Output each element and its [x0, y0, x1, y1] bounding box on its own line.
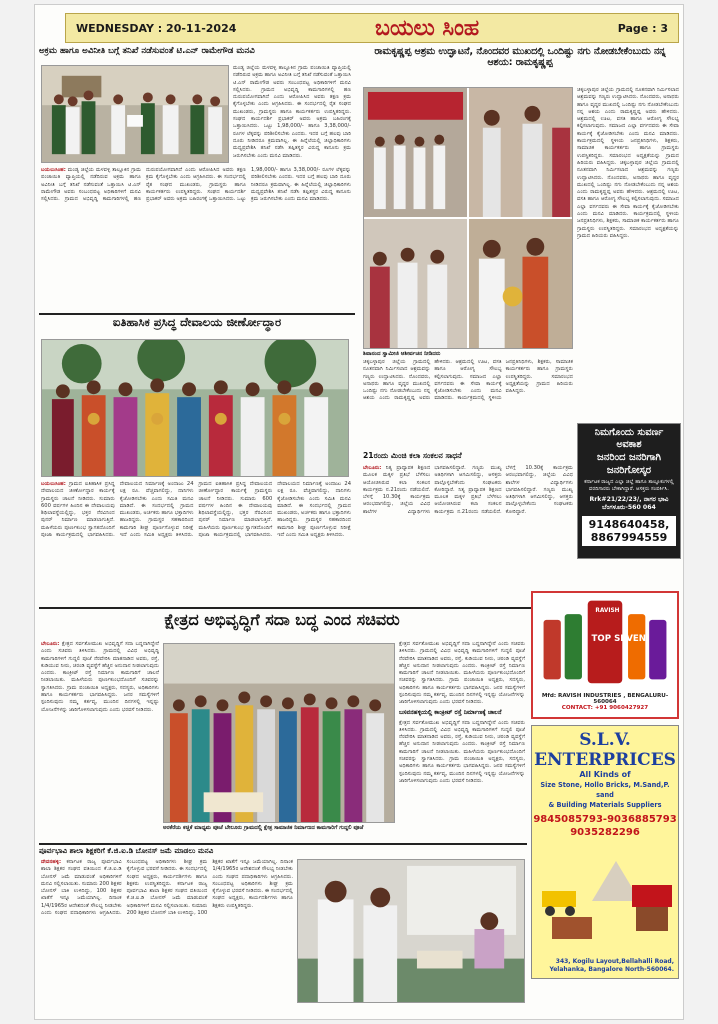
- ad-slv-phone2: 9035282296: [570, 827, 640, 838]
- article5-body-right: [399, 641, 525, 841]
- ad-slv-addr2: Yelahanka, Bangalore North-560064.: [549, 966, 674, 973]
- article2-body-text-cont: ಗ್ರಾಮದ ಐತಿಹಾಸಿಕ ಪ್ರಸಿದ್ಧ ದೇವಾಲಯದ ಜೀರ್ಣೋದ್ಧಾರ ಕಾರ್ಯಕ್ಕೆ ಗ್ರಾಮಸ್ಥರು ಚಾಲನೆ ನೀಡಿದರು. ಸುಮಾರು 600 ವರ್ಷಗಳ ಹಿಂದಿನ ಈ ದೇವಾಲಯವು ಶಿಥಿಲಾವಸ್ಥೆಯಲ್ಲಿದ್ದು, ಭಕ್ತರ ನೆರವಿನಿಂದ ಪುನರ್ ನಿರ್ಮಾಣ ಮಾಡಲಾಗುತ್ತಿದೆ. ಮಹಿಳೆಯರು ಪೂರ್ಣಕುಂಭ ಸ್ವಾಗತದೊಂದಿಗೆ ಪೂಜಾ ಕಾರ್ಯಕ್ರಮದಲ್ಲಿ ಭಾಗವಹಿಸಿದರು. ದೇವಾಲಯದ ನಿರ್ಮಾಣಕ್ಕೆ ಅಂದಾಜು 24 ಲಕ್ಷ ರೂ. ವೆಚ್ಚವಾಗಲಿದ್ದು, ದಾನಿಗಳು ಕೈಜೋಡಿಸಬೇಕು ಎಂದು ಸಮಿತಿ ಮನವಿ ಮಾಡಿದೆ. ಈ ಸಂದರ್ಭದಲ್ಲಿ ಗ್ರಾಮದ ಮುಖಂಡರು, ಅರ್ಚಕರು ಹಾಗೂ ಭಕ್ತಾದಿಗಳು ಹಾಜರಿದ್ದರು. ಗ್ರಾಮಸ್ಥರ ಸಹಕಾರದಿಂದ ಕಾಮಗಾರಿ ಶೀಘ್ರ ಪೂರ್ಣಗೊಳ್ಳುವ ನಿರೀಕ್ಷೆ ಇದೆ ಎಂದು ಸಮಿತಿ ಅಧ್ಯಕ್ಷರು ತಿಳಿಸಿದರು.: [198, 481, 351, 539]
- ad-notice-body: ಕರ್ನಾಟಕ ರಾಜ್ಯದ ಎಲ್ಲಾ ಜಿಲ್ಲೆ ಹಾಗೂ ತಾಲ್ಲೂಕುಗಳಲ್ಲಿ ವರದಿಗಾರರು ಬೇಕಾಗಿದ್ದಾರೆ. ಆಸಕ್ತರು ಸಂಪರ್ಕಿಸಿ.: [584, 479, 674, 492]
- article2-body-text: ಗ್ರಾಮದ ಐತಿಹಾಸಿಕ ಪ್ರಸಿದ್ಧ ದೇವಾಲಯದ ಜೀರ್ಣೋದ್ಧಾರ ಕಾರ್ಯಕ್ಕೆ ಗ್ರಾಮಸ್ಥರು ಚಾಲನೆ ನೀಡಿದರು. ಸುಮಾರು 600 ವರ್ಷಗಳ ಹಿಂದಿನ ಈ ದೇವಾಲಯವು ಶಿಥಿಲಾವಸ್ಥೆಯಲ್ಲಿದ್ದು, ಭಕ್ತರ ನೆರವಿನಿಂದ ಪುನರ್ ನಿರ್ಮಾಣ ಮಾಡಲಾಗುತ್ತಿದೆ. ಮಹಿಳೆಯರು ಪೂರ್ಣಕುಂಭ ಸ್ವಾಗತದೊಂದಿಗೆ ಪೂಜಾ ಕಾರ್ಯಕ್ರಮದಲ್ಲಿ ಭಾಗವಹಿಸಿದರು. ದೇವಾಲಯದ ನಿರ್ಮಾಣಕ್ಕೆ ಅಂದಾಜು 24 ಲಕ್ಷ ರೂ. ವೆಚ್ಚವಾಗಲಿದ್ದು, ದಾನಿಗಳು ಕೈಜೋಡಿಸಬೇಕು ಎಂದು ಸಮಿತಿ ಮನವಿ ಮಾಡಿದೆ. ಈ ಸಂದರ್ಭದಲ್ಲಿ ಗ್ರಾಮದ ಮುಖಂಡರು, ಅರ್ಚಕರು ಹಾಗೂ ಭಕ್ತಾದಿಗಳು ಹಾಜರಿದ್ದರು. ಗ್ರಾಮಸ್ಥರ ಸಹಕಾರದಿಂದ ಕಾಮಗಾರಿ ಶೀಘ್ರ ಪೂರ್ಣಗೊಳ್ಳುವ ನಿರೀಕ್ಷೆ ಇದೆ ಎಂದು ಸಮಿತಿ ಅಧ್ಯಕ್ಷರು ತಿಳಿಸಿದರು.: [41, 481, 194, 539]
- article5-subhead: ಬಸವನಹಳ್ಳಿಯಲ್ಲಿ ಕಾಂಕ್ರೀಟ್ ರಸ್ತೆ ನಿರ್ಮಾಣಕ್ಕೆ ಚಾಲನೆ: [399, 708, 502, 716]
- article3-photo-grid: [363, 87, 573, 349]
- article1-dateline: ಬಯಲುಸಿಂಹ:: [41, 167, 66, 173]
- article3-headline: ರಾಮಕೃಷ್ಣಪ್ಪ ಆಶ್ರಮ ಉದ್ಘಾಟನೆ, ನೊಂದವರ ಮುಖದಲ್ಲಿ ಒಂದಿಷ್ಟು ನಗು ನೋಡಬೇಕೆಂಬುದು ನನ್ನ ಆಶಯ: ರಾಮಕೃಷ್ಣಪ್ಪ: [374, 46, 666, 68]
- article5-body-text-cont: ಕ್ಷೇತ್ರದ ಸರ್ವತೋಮುಖ ಅಭಿವೃದ್ಧಿಗೆ ಸದಾ ಬದ್ಧನಾಗಿದ್ದೇನೆ ಎಂದು ಸಚಿವರು ತಿಳಿಸಿದರು. ಗ್ರಾಮದಲ್ಲಿ ವಿವಿಧ ಅಭಿವೃದ್ಧಿ ಕಾಮಗಾರಿಗಳಿಗೆ ಗುದ್ದಲಿ ಪೂಜೆ ನೆರವೇರಿಸಿ ಮಾತನಾಡಿದ ಅವರು, ರಸ್ತೆ, ಕುಡಿಯುವ ನೀರು, ಚರಂಡಿ ವ್ಯವಸ್ಥೆಗೆ ಹೆಚ್ಚಿನ ಅನುದಾನ ನೀಡಲಾಗುವುದು ಎಂದರು. ಕಾಂಕ್ರೀಟ್ ರಸ್ತೆ ನಿರ್ಮಾಣ ಕಾಮಗಾರಿಗೆ ಚಾಲನೆ ನೀಡಲಾಯಿತು. ಮಹಿಳೆಯರು ಪೂರ್ಣಕುಂಭದೊಂದಿಗೆ ಸಚಿವರನ್ನು ಸ್ವಾಗತಿಸಿದರು. ಗ್ರಾಮ ಪಂಚಾಯಿತಿ ಅಧ್ಯಕ್ಷರು, ಸದಸ್ಯರು, ಅಧಿಕಾರಿಗಳು ಹಾಗೂ ಕಾರ್ಯಕರ್ತರು ಭಾಗವಹಿಸಿದ್ದರು. ಜನರ ಸಮಸ್ಯೆಗಳಿಗೆ ಸ್ಪಂದಿಸುವುದು ನಮ್ಮ ಕರ್ತವ್ಯ, ಮುಂದಿನ ದಿನಗಳಲ್ಲಿ ಇನ್ನಷ್ಟು ಯೋಜನೆಗಳನ್ನು ಜಾರಿಗೊಳಿಸಲಾಗುವುದು ಎಂದು ಭರವಸೆ ನೀಡಿದರು.: [399, 719, 525, 784]
- article1-body-right: [233, 65, 351, 163]
- article5-body-text: ಕ್ಷೇತ್ರದ ಸರ್ವತೋಮುಖ ಅಭಿವೃದ್ಧಿಗೆ ಸದಾ ಬದ್ಧನಾಗಿದ್ದೇನೆ ಎಂದು ಸಚಿವರು ತಿಳಿಸಿದರು. ಗ್ರಾಮದಲ್ಲಿ ವಿವಿಧ ಅಭಿವೃದ್ಧಿ ಕಾಮಗಾರಿಗಳಿಗೆ ಗುದ್ದಲಿ ಪೂಜೆ ನೆರವೇರಿಸಿ ಮಾತನಾಡಿದ ಅವರು, ರಸ್ತೆ, ಕುಡಿಯುವ ನೀರು, ಚರಂಡಿ ವ್ಯವಸ್ಥೆಗೆ ಹೆಚ್ಚಿನ ಅನುದಾನ ನೀಡಲಾಗುವುದು ಎಂದರು. ಕಾಂಕ್ರೀಟ್ ರಸ್ತೆ ನಿರ್ಮಾಣ ಕಾಮಗಾರಿಗೆ ಚಾಲನೆ ನೀಡಲಾಯಿತು. ಮಹಿಳೆಯರು ಪೂರ್ಣಕುಂಭದೊಂದಿಗೆ ಸಚಿವರನ್ನು ಸ್ವಾಗತಿಸಿದರು. ಗ್ರಾಮ ಪಂಚಾಯಿತಿ ಅಧ್ಯಕ್ಷರು, ಸದಸ್ಯರು, ಅಧಿಕಾರಿಗಳು ಹಾಗೂ ಕಾರ್ಯಕರ್ತರು ಭಾಗವಹಿಸಿದ್ದರು. ಜನರ ಸಮಸ್ಯೆಗಳಿಗೆ ಸ್ಪಂದಿಸುವುದು ನಮ್ಮ ಕರ್ತವ್ಯ, ಮುಂದಿನ ದಿನಗಳಲ್ಲಿ ಇನ್ನಷ್ಟು ಯೋಜನೆಗಳನ್ನು ಜಾರಿಗೊಳಿಸಲಾಗುವುದು ಎಂದು ಭರವಸೆ ನೀಡಿದರು.: [41, 641, 159, 713]
- article1-body-text: ಮಂಡ್ಯ ಜಿಲ್ಲೆಯ ಮಳವಳ್ಳಿ ತಾಲ್ಲೂಕಿನ ಗ್ರಾಮ ಪಂಚಾಯಿತಿ ವ್ಯಾಪ್ತಿಯಲ್ಲಿ ನಡೆದಿರುವ ಅಕ್ರಮ ಹಾಗೂ ಅವಿನೀತಿ ಬಗ್ಗೆ ತನಿಖೆ ನಡೆಸುವಂತೆ ಒತ್ತಾಯಿಸಿ ಟಿ.ಎನ್ ರಾಮೇಗೌಡ ಅವರು ಸಂಬಂಧಪಟ್ಟ ಅಧಿಕಾರಿಗಳಿಗೆ ಮನವಿ ಸಲ್ಲಿಸಿದರು. ಗ್ರಾಮದ ಅಭಿವೃದ್ಧಿ ಕಾಮಗಾರಿಗಳಲ್ಲಿ ಹಣ ದುರುಪಯೋಗವಾಗಿದೆ ಎಂದು ಆರೋಪಿಸಿದ ಅವರು ತಕ್ಷಣ ಕ್ರಮ ಕೈಗೊಳ್ಳಬೇಕು ಎಂದು ಆಗ್ರಹಿಸಿದರು. ಈ ಸಂದರ್ಭದಲ್ಲಿ ರೈತ ಸಂಘದ ಮುಖಂಡರು, ಗ್ರಾಮಸ್ಥರು ಹಾಗೂ ಕಾರ್ಯಕರ್ತರು ಉಪಸ್ಥಿತರಿದ್ದರು. ಸಂಘದ ಕಾರ್ಯದರ್ಶಿ ಪ್ರಭಾಕರ್ ಅವರು ಅಕ್ರಮ ಬಹಿರಂಗಕ್ಕೆ ಒತ್ತಾಯಿಸಿದರು. ಒಟ್ಟು 1,98,000/- ಹಾಗೂ 3,38,000/- ರೂಗಳ ಲೆಕ್ಕವನ್ನು ಪರಿಶೀಲಿಸಬೇಕು ಎಂದರು. ಇದರ ಬಗ್ಗೆ ಹಲವು ಬಾರಿ ದೂರು ನೀಡಿದರೂ ಕ್ರಮವಾಗಿಲ್ಲ. ಈ ಹಿನ್ನೆಲೆಯಲ್ಲಿ ಜಿಲ್ಲಾಧಿಕಾರಿಗಳು ಮಧ್ಯಪ್ರವೇಶಿಸಿ ತನಿಖೆ ನಡೆಸಿ ತಪ್ಪಿತಸ್ಥರ ವಿರುದ್ಧ ಕಾನೂನು ಕ್ರಮ ಜರುಗಿಸಬೇಕು ಎಂದು ಮನವಿ ಮಾಡಿದರು.: [233, 65, 351, 159]
- ad-brand-name: RAVISH: [595, 608, 620, 615]
- article6-body-text: ಕರ್ನಾಟಕ ರಾಜ್ಯ ಪೂರ್ವಭಾವಿ ಶಾಲಾ ಶಿಕ್ಷಕರ ಸಂಘದ ವತಿಯಿಂದ ಕೆ.ಜಿ.ಐ.ಡಿ ಬೋನಸ್ ಜಮೆ ಮಾಡುವಂತೆ ಅಧಿಕಾರಿಗಳಿಗೆ ಮನವಿ ಸಲ್ಲಿಸಲಾಯಿತು. ಸುಮಾರು 200 ಶಿಕ್ಷಕರ ಬೋನಸ್ ಬಾಕಿ ಉಳಿದಿದ್ದು, 100 ಶಿಕ್ಷಕರ ಖಾತೆಗೆ ಇನ್ನೂ ಜಮೆಯಾಗಿಲ್ಲ. ದಿನಾಂಕ 1/4/1965ರ ಆದೇಶದಂತೆ ಸೌಲಭ್ಯ ನೀಡಬೇಕು ಎಂದು ಸಂಘದ ಪದಾಧಿಕಾರಿಗಳು ಆಗ್ರಹಿಸಿದರು. ಸಂಬಂಧಪಟ್ಟ ಅಧಿಕಾರಿಗಳು ಶೀಘ್ರ ಕ್ರಮ ಕೈಗೊಳ್ಳುವ ಭರವಸೆ ನೀಡಿದರು. ಈ ಸಂದರ್ಭದಲ್ಲಿ ಸಂಘದ ಅಧ್ಯಕ್ಷರು, ಕಾರ್ಯದರ್ಶಿಗಳು ಹಾಗೂ ಶಿಕ್ಷಕರು ಉಪಸ್ಥಿತರಿದ್ದರು.: [41, 859, 208, 917]
- article2-body: [41, 481, 351, 603]
- article1-photo: [41, 65, 229, 163]
- ad-slv-title: S.L.V. ENTERPRICES: [534, 730, 676, 770]
- group-photo-image: [42, 66, 228, 162]
- article6-body-text-cont: ಕರ್ನಾಟಕ ರಾಜ್ಯ ಪೂರ್ವಭಾವಿ ಶಾಲಾ ಶಿಕ್ಷಕರ ಸಂಘದ ವತಿಯಿಂದ ಕೆ.ಜಿ.ಐ.ಡಿ ಬೋನಸ್ ಜಮೆ ಮಾಡುವಂತೆ ಅಧಿಕಾರಿಗಳಿಗೆ ಮನವಿ ಸಲ್ಲಿಸಲಾಯಿತು. ಸುಮಾರು 200 ಶಿಕ್ಷಕರ ಬೋನಸ್ ಬಾಕಿ ಉಳಿದಿದ್ದು, 100 ಶಿಕ್ಷಕರ ಖಾತೆಗೆ ಇನ್ನೂ ಜಮೆಯಾಗಿಲ್ಲ. ದಿನಾಂಕ 1/4/1965ರ ಆದೇಶದಂತೆ ಸೌಲಭ್ಯ ನೀಡಬೇಕು ಎಂದು ಸಂಘದ ಪದಾಧಿಕಾರಿಗಳು ಆಗ್ರಹಿಸಿದರು. ಸಂಬಂಧಪಟ್ಟ ಅಧಿಕಾರಿಗಳು ಶೀಘ್ರ ಕ್ರಮ ಕೈಗೊಳ್ಳುವ ಭರವಸೆ ನೀಡಿದರು. ಈ ಸಂದರ್ಭದಲ್ಲಿ ಸಂಘದ ಅಧ್ಯಕ್ಷರು, ಕಾರ್ಯದರ್ಶಿಗಳು ಹಾಗೂ ಶಿಕ್ಷಕರು ಉಪಸ್ಥಿತರಿದ್ದರು.: [126, 859, 293, 917]
- article1-body-text-cont: ಮಂಡ್ಯ ಜಿಲ್ಲೆಯ ಮಳವಳ್ಳಿ ತಾಲ್ಲೂಕಿನ ಗ್ರಾಮ ಪಂಚಾಯಿತಿ ವ್ಯಾಪ್ತಿಯಲ್ಲಿ ನಡೆದಿರುವ ಅಕ್ರಮ ಹಾಗೂ ಅವಿನೀತಿ ಬಗ್ಗೆ ತನಿಖೆ ನಡೆಸುವಂತೆ ಒತ್ತಾಯಿಸಿ ಟಿ.ಎನ್ ರಾಮೇಗೌಡ ಅವರು ಸಂಬಂಧಪಟ್ಟ ಅಧಿಕಾರಿಗಳಿಗೆ ಮನವಿ ಸಲ್ಲಿಸಿದರು. ಗ್ರಾಮದ ಅಭಿವೃದ್ಧಿ ಕಾಮಗಾರಿಗಳಲ್ಲಿ ಹಣ ದುರುಪಯೋಗವಾಗಿದೆ ಎಂದು ಆರೋಪಿಸಿದ ಅವರು ತಕ್ಷಣ ಕ್ರಮ ಕೈಗೊಳ್ಳಬೇಕು ಎಂದು ಆಗ್ರಹಿಸಿದರು. ಈ ಸಂದರ್ಭದಲ್ಲಿ ರೈತ ಸಂಘದ ಮುಖಂಡರು, ಗ್ರಾಮಸ್ಥರು ಹಾಗೂ ಕಾರ್ಯಕರ್ತರು ಉಪಸ್ಥಿತರಿದ್ದರು. ಸಂಘದ ಕಾರ್ಯದರ್ಶಿ ಪ್ರಭಾಕರ್ ಅವರು ಅಕ್ರಮ ಬಹಿರಂಗಕ್ಕೆ ಒತ್ತಾಯಿಸಿದರು. ಒಟ್ಟು 1,98,000/- ಹಾಗೂ 3,38,000/- ರೂಗಳ ಲೆಕ್ಕವನ್ನು ಪರಿಶೀಲಿಸಬೇಕು ಎಂದರು. ಇದರ ಬಗ್ಗೆ ಹಲವು ಬಾರಿ ದೂರು ನೀಡಿದರೂ ಕ್ರಮವಾಗಿಲ್ಲ. ಈ ಹಿನ್ನೆಲೆಯಲ್ಲಿ ಜಿಲ್ಲಾಧಿಕಾರಿಗಳು ಮಧ್ಯಪ್ರವೇಶಿಸಿ ತನಿಖೆ ನಡೆಸಿ ತಪ್ಪಿತಸ್ಥರ ವಿರುದ್ಧ ಕಾನೂನು ಕ್ರಮ ಜರುಗಿಸಬೇಕು ಎಂದು ಮನವಿ ಮಾಡಿದರು.: [41, 167, 351, 203]
- article6-body: [41, 859, 293, 1013]
- article4-subhead: 21ರಂದು ಮಿಂಚಿ ಕಲಾ ಸಂಕಲನ ಸಾಧನೆ: [363, 451, 462, 460]
- ad-notice-title: ನಿಮಗೊಂದು ಸುವರ್ಣ ಅವಕಾಶ: [594, 427, 664, 450]
- article3-body-text-cont: ಚಿಕ್ಕಬಳ್ಳಾಪುರ ಜಿಲ್ಲೆಯ ಗ್ರಾಮದಲ್ಲಿ ನೂತನವಾಗಿ ನಿರ್ಮಿಸಲಾದ ಆಶ್ರಮವನ್ನು ಗಣ್ಯರು ಉದ್ಘಾಟಿಸಿದರು. ನೊಂದವರು, ಅನಾಥರು ಹಾಗೂ ವೃದ್ಧರ ಮುಖದಲ್ಲಿ ಒಂದಿಷ್ಟು ನಗು ನೋಡಬೇಕೆಂಬುದು ನನ್ನ ಆಶಯ ಎಂದು ರಾಮಕೃಷ್ಣಪ್ಪ ಅವರು ಹೇಳಿದರು. ಆಶ್ರಮದಲ್ಲಿ ಊಟ, ವಸತಿ ಹಾಗೂ ಆರೋಗ್ಯ ಸೌಲಭ್ಯ ಕಲ್ಪಿಸಲಾಗುವುದು. ಸಮಾಜದ ಎಲ್ಲಾ ವರ್ಗದವರು ಈ ಸೇವಾ ಕಾರ್ಯಕ್ಕೆ ಕೈಜೋಡಿಸಬೇಕು ಎಂದು ಮನವಿ ಮಾಡಿದರು. ಕಾರ್ಯಕ್ರಮದಲ್ಲಿ ಸ್ಥಳೀಯ ಜನಪ್ರತಿನಿಧಿಗಳು, ಶಿಕ್ಷಕರು, ಸಾಮಾಜಿಕ ಕಾರ್ಯಕರ್ತರು ಹಾಗೂ ಗ್ರಾಮಸ್ಥರು ಉಪಸ್ಥಿತರಿದ್ದರು. ಸಮಾರಂಭದ ಅಧ್ಯಕ್ಷತೆಯನ್ನು ಗ್ರಾಮದ ಹಿರಿಯರು ವಹಿಸಿದ್ದರು.: [577, 159, 679, 239]
- article6-dateline: ದೇವನಹಳ್ಳಿ:: [41, 859, 62, 865]
- article5-headline: ಕ್ಷೇತ್ರದ ಅಭಿವೃದ್ಧಿಗೆ ಸದಾ ಬದ್ಧ ಎಂದ ಸಚಿವರು: [164, 610, 400, 629]
- slv-enterprises-ad: [531, 725, 679, 979]
- article5-body-left: [41, 641, 159, 841]
- article2-headline: ಐತಿಹಾಸಿಕ ಪ್ರಸಿದ್ಧ ದೇವಾಲಯ ಜೀರ್ಣೋದ್ಧಾರ: [112, 315, 282, 329]
- ad-notice-phone: 9148640458, 8867994559: [582, 516, 676, 546]
- article3-caption: ಶಿವಾನಂದ ಸ್ವಾಮೀಜಿ ಆಶೀರ್ವಚನ ನೀಡಿದರು: [363, 351, 441, 357]
- ashram-inauguration-image: [364, 88, 572, 348]
- ad-slv-line2: Size Stone, Hollo Bricks, M.Sand,P. sand: [540, 781, 670, 799]
- article1-body-lower: [41, 167, 351, 309]
- article3-body-lower: [363, 359, 573, 447]
- ravish-industries-ad: [531, 591, 679, 719]
- ad-slv-phone1: 9845085793-9036885793: [533, 814, 677, 825]
- article4-dateline: ಬೇಲೂರು:: [363, 465, 382, 471]
- ad-product-name: TOP SEVEN: [591, 634, 646, 644]
- article4-body-text-cont: ನಿತ್ಯ ಪ್ರಾಧ್ಯಾಪಕ ಶಿಕ್ಷಣದ ಮೂಲಕ ಮಕ್ಕಳ ಪ್ರತಿಭೆ ಬೆಳೆಸಲು ಆಯೋಜಿಸಿರುವ ಕಲಾ ಸಂಕಲನ ಕಾರ್ಯಕ್ರಮ ನ.21ರಂದು ನಡೆಯಲಿದೆ. ಬೆಳಗ್ಗೆ 10.30ಕ್ಕೆ ಕಾರ್ಯಕ್ರಮ ಆರಂಭವಾಗಲಿದ್ದು, ಜಿಲ್ಲೆಯ ವಿವಿಧ ಶಾಲೆಗಳ ವಿದ್ಯಾರ್ಥಿಗಳು ಭಾಗವಹಿಸಲಿದ್ದಾರೆ. ಗಣ್ಯರು ಮುಖ್ಯ ಅತಿಥಿಗಳಾಗಿ ಆಗಮಿಸಲಿದ್ದು, ಆಸಕ್ತರು ಪಾಲ್ಗೊಳ್ಳಬೇಕೆಂದು ಸಂಘಟಕರು ಕೋರಿದ್ದಾರೆ.: [434, 465, 573, 515]
- article3-body-text-lower: ಚಿಕ್ಕಬಳ್ಳಾಪುರ ಜಿಲ್ಲೆಯ ಗ್ರಾಮದಲ್ಲಿ ನೂತನವಾಗಿ ನಿರ್ಮಿಸಲಾದ ಆಶ್ರಮವನ್ನು ಗಣ್ಯರು ಉದ್ಘಾಟಿಸಿದರು. ನೊಂದವರು, ಅನಾಥರು ಹಾಗೂ ವೃದ್ಧರ ಮುಖದಲ್ಲಿ ಒಂದಿಷ್ಟು ನಗು ನೋಡಬೇಕೆಂಬುದು ನನ್ನ ಆಶಯ ಎಂದು ರಾಮಕೃಷ್ಣಪ್ಪ ಅವರು ಹೇಳಿದರು. ಆಶ್ರಮದಲ್ಲಿ ಊಟ, ವಸತಿ ಹಾಗೂ ಆರೋಗ್ಯ ಸೌಲಭ್ಯ ಕಲ್ಪಿಸಲಾಗುವುದು. ಸಮಾಜದ ಎಲ್ಲಾ ವರ್ಗದವರು ಈ ಸೇವಾ ಕಾರ್ಯಕ್ಕೆ ಕೈಜೋಡಿಸಬೇಕು ಎಂದು ಮನವಿ ಮಾಡಿದರು. ಕಾರ್ಯಕ್ರಮದಲ್ಲಿ ಸ್ಥಳೀಯ ಜನಪ್ರತಿನಿಧಿಗಳು, ಶಿಕ್ಷಕರು, ಸಾಮಾಜಿಕ ಕಾರ್ಯಕರ್ತರು ಹಾಗೂ ಗ್ರಾಮಸ್ಥರು ಉಪಸ್ಥಿತರಿದ್ದರು. ಸಮಾರಂಭದ ಅಧ್ಯಕ್ಷತೆಯನ್ನು ಗ್ರಾಮದ ಹಿರಿಯರು ವಹಿಸಿದ್ದರು.: [363, 359, 573, 402]
- article4-body-text: ನಿತ್ಯ ಪ್ರಾಧ್ಯಾಪಕ ಶಿಕ್ಷಣದ ಮೂಲಕ ಮಕ್ಕಳ ಪ್ರತಿಭೆ ಬೆಳೆಸಲು ಆಯೋಜಿಸಿರುವ ಕಲಾ ಸಂಕಲನ ಕಾರ್ಯಕ್ರಮ ನ.21ರಂದು ನಡೆಯಲಿದೆ. ಬೆಳಗ್ಗೆ 10.30ಕ್ಕೆ ಕಾರ್ಯಕ್ರಮ ಆರಂಭವಾಗಲಿದ್ದು, ಜಿಲ್ಲೆಯ ವಿವಿಧ ಶಾಲೆಗಳ ವಿದ್ಯಾರ್ಥಿಗಳು ಭಾಗವಹಿಸಲಿದ್ದಾರೆ. ಗಣ್ಯರು ಮುಖ್ಯ ಅತಿಥಿಗಳಾಗಿ ಆಗಮಿಸಲಿದ್ದು, ಆಸಕ್ತರು ಪಾಲ್ಗೊಳ್ಳಬೇಕೆಂದು ಸಂಘಟಕರು ಕೋರಿದ್ದಾರೆ.: [363, 465, 502, 515]
- divider-bottom: [39, 843, 527, 845]
- article5-photo: [163, 643, 395, 823]
- masthead: [65, 13, 679, 43]
- temple-ceremony-image: [42, 340, 348, 476]
- article5-caption: ಅರಕೆರೆಯ ಕಚ್ಚಿಕೆ ಮಾಧ್ಯಮ ಪೂಜೆ ಬೇಲೂರು ಗ್ರಾಮದಲ್ಲಿ ಕ್ಷೇತ್ರ ಸಾಮಾಜಿಕ ನಿರ್ಮಾಣದ ಕಾಮಗಾರಿಗೆ ಗುದ್ದಲಿ ಪೂಜೆ: [163, 825, 364, 831]
- ad-notice-ref: Rrk#21/22/23/, ನಾಗರ ಭಾವಿ ಬೆಂಗಳೂರು-560 064: [589, 496, 669, 511]
- minister-ceremony-image: [164, 644, 394, 822]
- office-meeting-image: [298, 860, 524, 1002]
- article5-body-text-right: ಕ್ಷೇತ್ರದ ಸರ್ವತೋಮುಖ ಅಭಿವೃದ್ಧಿಗೆ ಸದಾ ಬದ್ಧನಾಗಿದ್ದೇನೆ ಎಂದು ಸಚಿವರು ತಿಳಿಸಿದರು. ಗ್ರಾಮದಲ್ಲಿ ವಿವಿಧ ಅಭಿವೃದ್ಧಿ ಕಾಮಗಾರಿಗಳಿಗೆ ಗುದ್ದಲಿ ಪೂಜೆ ನೆರವೇರಿಸಿ ಮಾತನಾಡಿದ ಅವರು, ರಸ್ತೆ, ಕುಡಿಯುವ ನೀರು, ಚರಂಡಿ ವ್ಯವಸ್ಥೆಗೆ ಹೆಚ್ಚಿನ ಅನುದಾನ ನೀಡಲಾಗುವುದು ಎಂದರು. ಕಾಂಕ್ರೀಟ್ ರಸ್ತೆ ನಿರ್ಮಾಣ ಕಾಮಗಾರಿಗೆ ಚಾಲನೆ ನೀಡಲಾಯಿತು. ಮಹಿಳೆಯರು ಪೂರ್ಣಕುಂಭದೊಂದಿಗೆ ಸಚಿವರನ್ನು ಸ್ವಾಗತಿಸಿದರು. ಗ್ರಾಮ ಪಂಚಾಯಿತಿ ಅಧ್ಯಕ್ಷರು, ಸದಸ್ಯರು, ಅಧಿಕಾರಿಗಳು ಹಾಗೂ ಕಾರ್ಯಕರ್ತರು ಭಾಗವಹಿಸಿದ್ದರು. ಜನರ ಸಮಸ್ಯೆಗಳಿಗೆ ಸ್ಪಂದಿಸುವುದು ನಮ್ಮ ಕರ್ತವ್ಯ, ಮುಂದಿನ ದಿನಗಳಲ್ಲಿ ಇನ್ನಷ್ಟು ಯೋಜನೆಗಳನ್ನು ಜಾರಿಗೊಳಿಸಲಾಗುವುದು ಎಂದು ಭರವಸೆ ನೀಡಿದರು.: [399, 641, 525, 706]
- article3-body-text: ಚಿಕ್ಕಬಳ್ಳಾಪುರ ಜಿಲ್ಲೆಯ ಗ್ರಾಮದಲ್ಲಿ ನೂತನವಾಗಿ ನಿರ್ಮಿಸಲಾದ ಆಶ್ರಮವನ್ನು ಗಣ್ಯರು ಉದ್ಘಾಟಿಸಿದರು. ನೊಂದವರು, ಅನಾಥರು ಹಾಗೂ ವೃದ್ಧರ ಮುಖದಲ್ಲಿ ಒಂದಿಷ್ಟು ನಗು ನೋಡಬೇಕೆಂಬುದು ನನ್ನ ಆಶಯ ಎಂದು ರಾಮಕೃಷ್ಣಪ್ಪ ಅವರು ಹೇಳಿದರು. ಆಶ್ರಮದಲ್ಲಿ ಊಟ, ವಸತಿ ಹಾಗೂ ಆರೋಗ್ಯ ಸೌಲಭ್ಯ ಕಲ್ಪಿಸಲಾಗುವುದು. ಸಮಾಜದ ಎಲ್ಲಾ ವರ್ಗದವರು ಈ ಸೇವಾ ಕಾರ್ಯಕ್ಕೆ ಕೈಜೋಡಿಸಬೇಕು ಎಂದು ಮನವಿ ಮಾಡಿದರು. ಕಾರ್ಯಕ್ರಮದಲ್ಲಿ ಸ್ಥಳೀಯ ಜನಪ್ರತಿನಿಧಿಗಳು, ಶಿಕ್ಷಕರು, ಸಾಮಾಜಿಕ ಕಾರ್ಯಕರ್ತರು ಹಾಗೂ ಗ್ರಾಮಸ್ಥರು ಉಪಸ್ಥಿತರಿದ್ದರು. ಸಮಾರಂಭದ ಅಧ್ಯಕ್ಷತೆಯನ್ನು ಗ್ರಾಮದ ಹಿರಿಯರು ವಹಿಸಿದ್ದರು.: [577, 87, 679, 166]
- reporters-wanted-ad: [577, 423, 681, 559]
- article1-headline: ಅಕ್ರಮ ಹಾಗೂ ಅವಿನೀತಿ ಬಗ್ಗೆ ತನಿಖೆ ನಡೆಸುವಂತೆ ಟಿ.ಎನ್ ರಾಮೇಗೌಡ ಮನವಿ: [39, 46, 255, 56]
- ad-slv-line1: All Kinds of: [579, 770, 631, 779]
- newspaper-title: ಬಯಲು ಸಿಂಹ: [375, 15, 480, 41]
- article4-body: [363, 465, 573, 603]
- article6-photo: [297, 859, 525, 1003]
- article6-headline: ಪೂರ್ವಭಾವಿ ಶಾಲಾ ಶಿಕ್ಷಕರಿಗೆ ಕೆ.ಜಿ.ಐ.ಡಿ ಬೋನಸ್ ಜಮೆ ಮಾಡಲು ಮನವಿ: [39, 846, 214, 855]
- newspaper-page: [34, 4, 684, 1020]
- issue-date: WEDNESDAY : 20-11-2024: [76, 21, 237, 35]
- article2-dateline: ಬಯಲುಸಿಂಹ:: [41, 481, 66, 487]
- article3-body-right: [577, 87, 679, 417]
- ad-slv-line3: & Building Materials Suppliers: [548, 801, 662, 809]
- product-bottles-image: [533, 593, 677, 689]
- ad-slv-addr1: 343, Kogilu Layout,Bellahalli Road,: [555, 958, 674, 965]
- ad-ravish-line1: Mfd: RAVISH INDUSTRIES , BENGALURU-560064: [541, 693, 669, 705]
- ad-slv-address: [549, 958, 674, 974]
- page-number: Page : 3: [617, 21, 668, 35]
- ad-notice-subtitle: ಜನರಿಂದ ಜನರಿಗಾಗಿ ಜನರಿಗೋಸ್ಕರ: [597, 452, 661, 476]
- construction-equipment-image: [532, 841, 679, 941]
- article2-photo: [41, 339, 349, 477]
- ad-ravish-line2: CONTACT: +91 9060427927: [561, 705, 649, 711]
- article5-dateline: ಬೇಲೂರು:: [41, 641, 60, 647]
